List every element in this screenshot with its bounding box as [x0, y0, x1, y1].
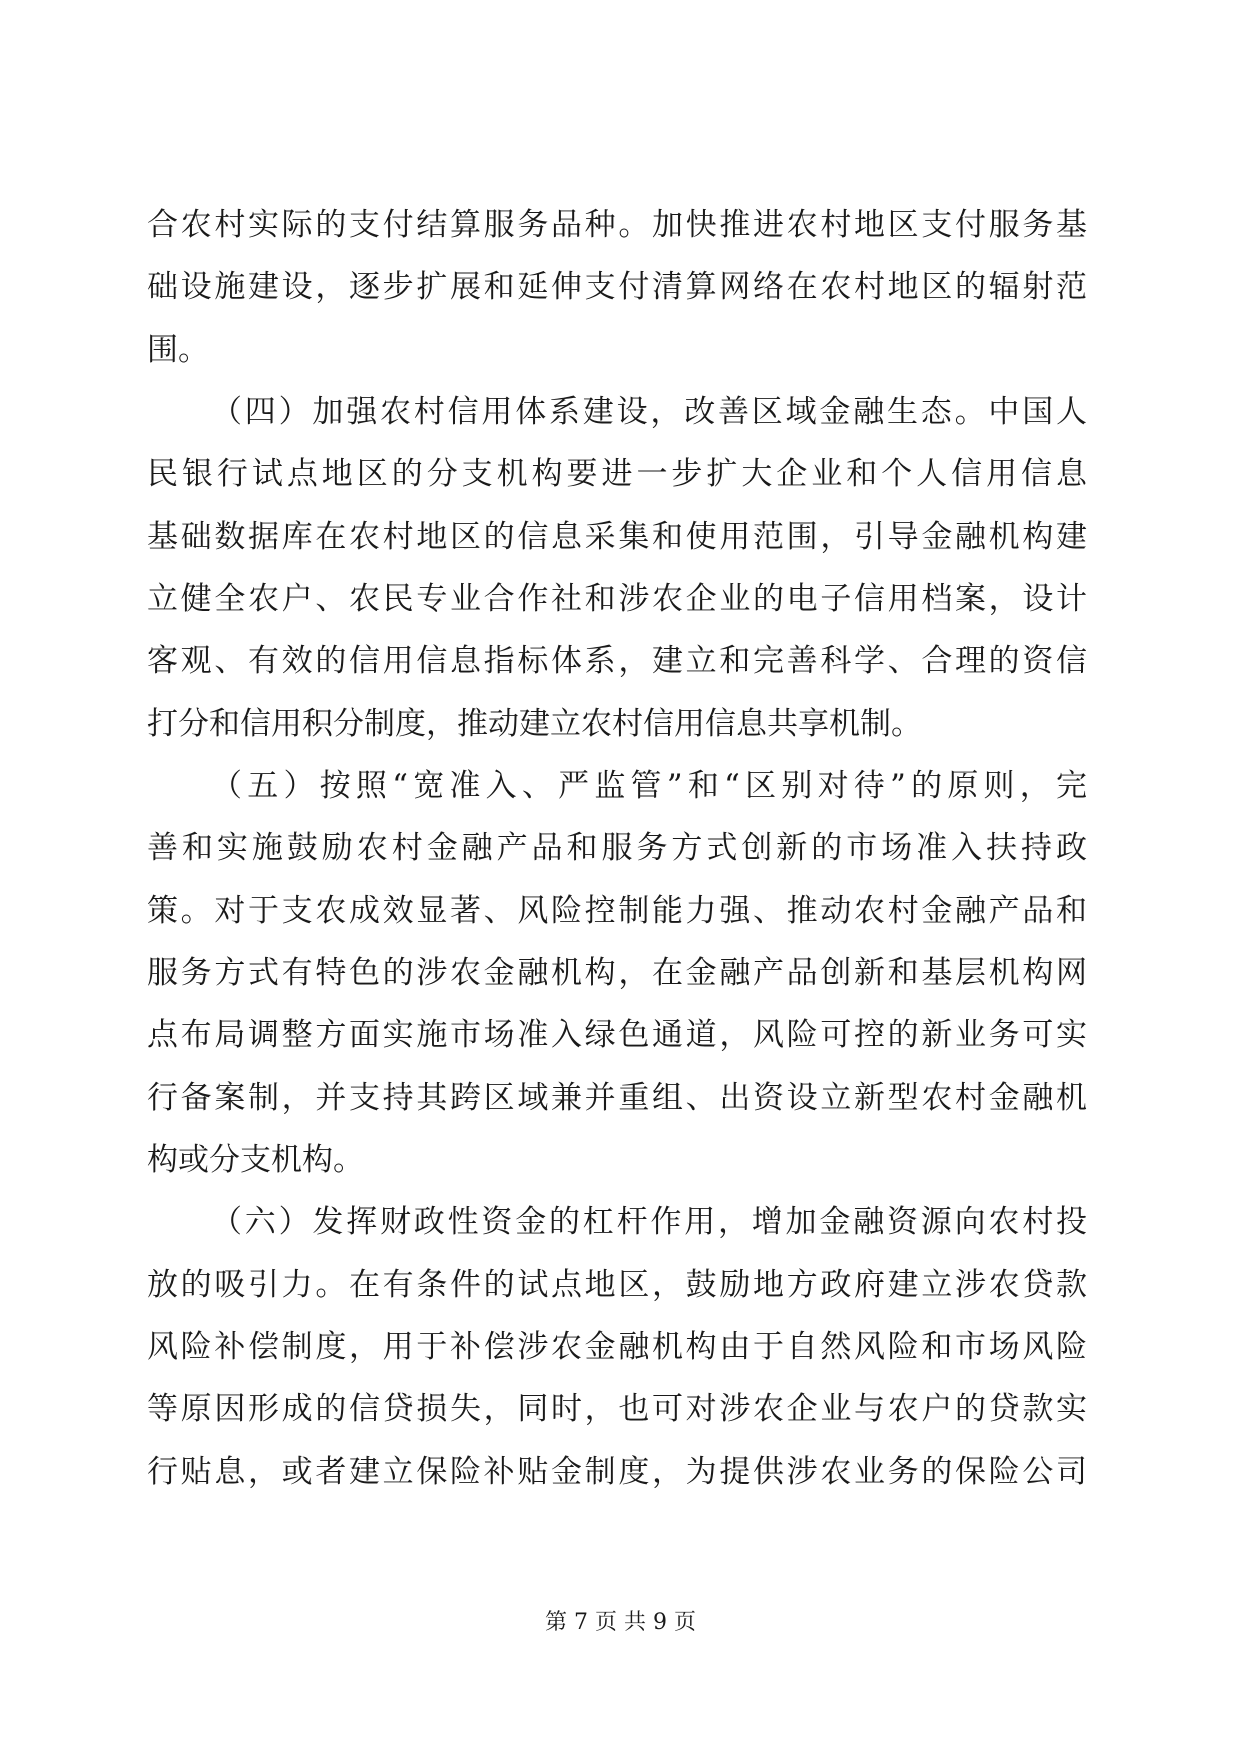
text-line: 善和实施鼓励农村金融产品和服务方式创新的市场准入扶持政	[147, 830, 1087, 866]
text-line: 客观、有效的信用信息指标体系，建立和完善科学、合理的资信	[147, 643, 1087, 679]
text-line: 行备案制，并支持其跨区域兼并重组、出资设立新型农村金融机	[147, 1080, 1087, 1116]
text-line: 行贴息，或者建立保险补贴金制度，为提供涉农业务的保险公司	[147, 1454, 1087, 1490]
text-line: 等原因形成的信贷损失，同时，也可对涉农企业与农户的贷款实	[147, 1391, 1087, 1427]
text-line: 打分和信用积分制度，推动建立农村信用信息共享机制。	[147, 706, 922, 742]
text-line: 服务方式有特色的涉农金融机构，在金融产品创新和基层机构网	[147, 955, 1087, 991]
text-line: 点布局调整方面实施市场准入绿色通道，风险可控的新业务可实	[147, 1017, 1087, 1053]
paragraph-start-line: （六）发挥财政性资金的杠杆作用，增加金融资源向农村投	[211, 1204, 1087, 1240]
text-line: 策。对于支农成效显著、风险控制能力强、推动农村金融产品和	[147, 893, 1087, 929]
text-line: 放的吸引力。在有条件的试点地区，鼓励地方政府建立涉农贷款	[147, 1267, 1087, 1303]
paragraph-start-line: （五）按照“宽准入、严监管”和“区别对待”的原则，完	[211, 768, 1087, 804]
text-line: 立健全农户、农民专业合作社和涉农企业的电子信用档案，设计	[147, 581, 1087, 617]
text-line: 围。	[147, 332, 209, 368]
text-line: 民银行试点地区的分支机构要进一步扩大企业和个人信用信息	[147, 456, 1087, 492]
text-line: 构或分支机构。	[147, 1142, 364, 1178]
text-line: 风险补偿制度，用于补偿涉农金融机构由于自然风险和市场风险	[147, 1329, 1087, 1365]
text-line: 础设施建设，逐步扩展和延伸支付清算网络在农村地区的辐射范	[147, 269, 1087, 305]
text-line: 合农村实际的支付结算服务品种。加快推进农村地区支付服务基	[147, 207, 1087, 243]
page-number-footer: 第 7 页 共 9 页	[545, 1610, 696, 1635]
paragraph-start-line: （四）加强农村信用体系建设，改善区域金融生态。中国人	[211, 394, 1087, 430]
text-line: 基础数据库在农村地区的信息采集和使用范围，引导金融机构建	[147, 519, 1087, 555]
